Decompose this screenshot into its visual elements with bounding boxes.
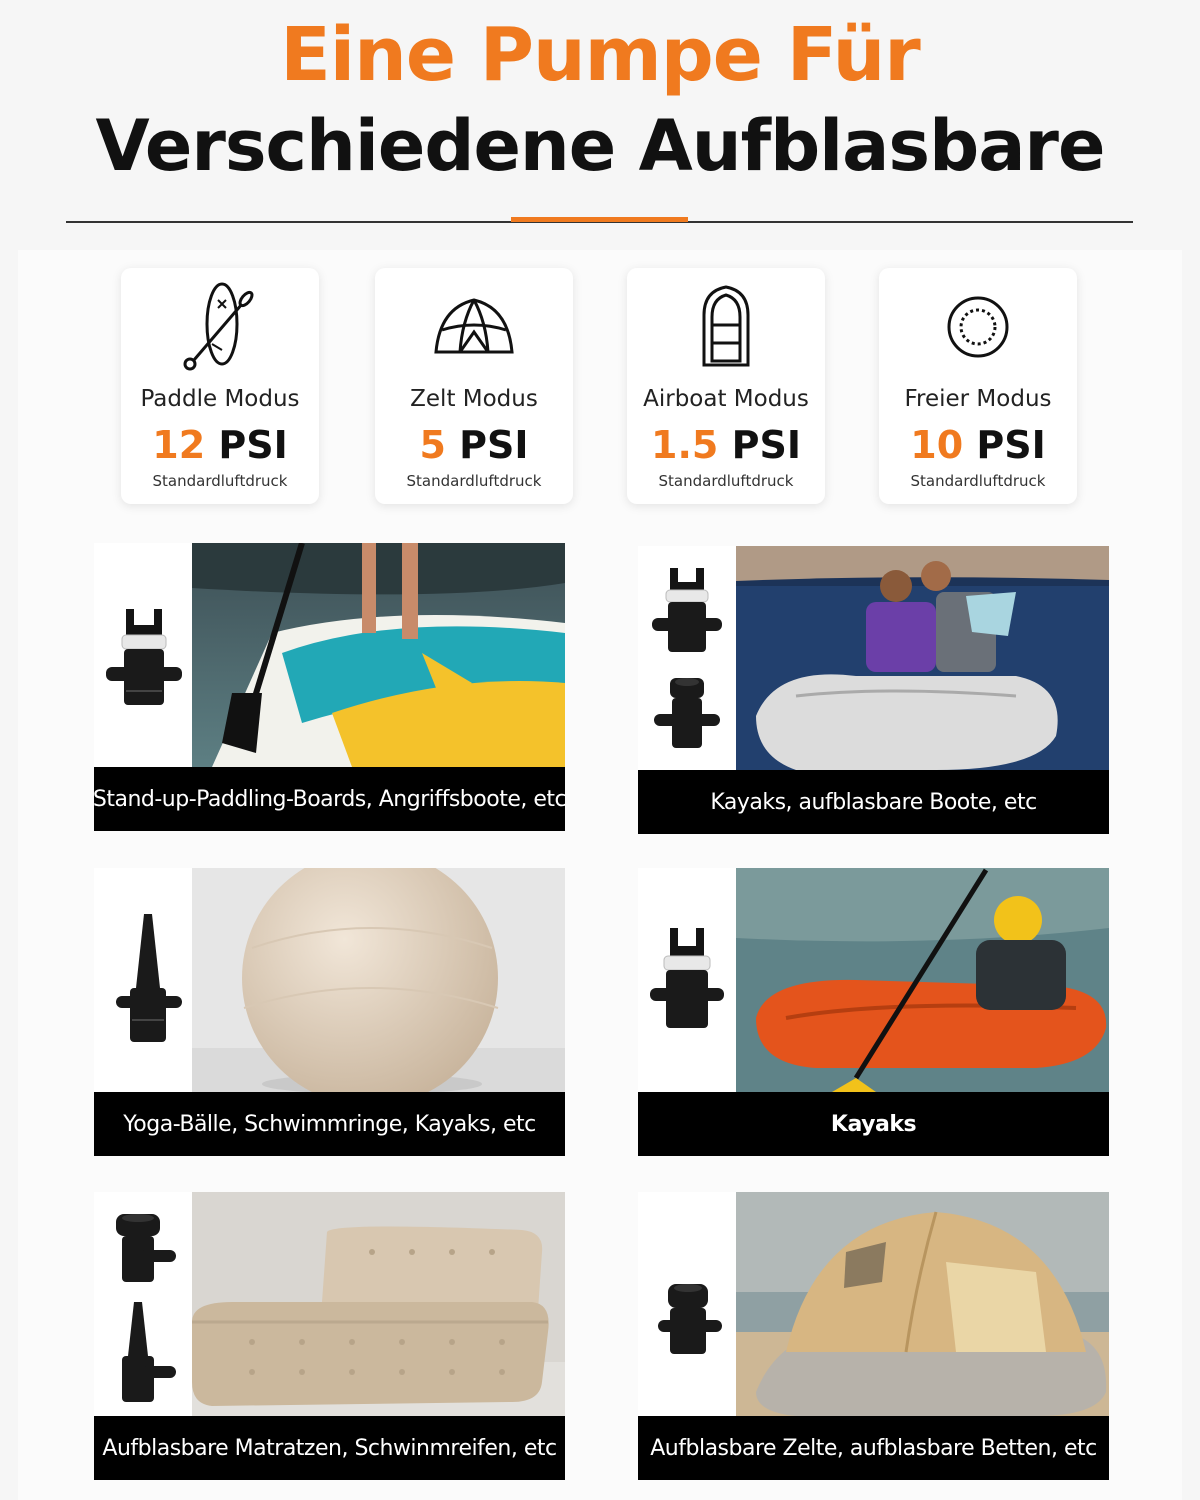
valve-nozzle-icon — [104, 605, 184, 723]
airboat-icon — [627, 282, 825, 372]
paddle-board-icon — [121, 282, 319, 372]
cone-nozzle-icon — [114, 1300, 178, 1408]
mode-subtitle: Standardluftdruck — [406, 472, 542, 490]
yoga-ball-photo — [192, 868, 565, 1092]
nozzle-panel — [638, 868, 736, 1092]
mode-psi — [121, 423, 319, 467]
mode-card-zelt — [375, 268, 573, 504]
psi-unit: PSI — [976, 423, 1046, 467]
free-mode-icon — [879, 282, 1077, 372]
use-caption: Aufblasbare Zelte, aufblasbare Betten, etc — [638, 1416, 1109, 1480]
mode-subtitle: Standardluftdruck — [658, 472, 794, 490]
boat-photo — [736, 546, 1109, 770]
use-card-kayak — [638, 868, 1109, 1156]
mattress-photo — [192, 1192, 565, 1416]
use-caption: Yoga-Bälle, Schwimmringe, Kayaks, etc — [94, 1092, 565, 1156]
mode-name: Airboat Modus — [643, 386, 809, 412]
mode-psi — [375, 423, 573, 467]
cone-nozzle-icon — [114, 912, 184, 1048]
use-caption: Aufblasbare Matratzen, Schwinmreifen, etc — [94, 1416, 565, 1480]
use-card-boats — [638, 546, 1109, 834]
mode-card-paddle — [121, 268, 319, 504]
mode-subtitle: Standardluftdruck — [152, 472, 288, 490]
nozzle-panel — [94, 543, 192, 767]
psi-unit: PSI — [731, 423, 801, 467]
mode-name: Paddle Modus — [140, 386, 300, 412]
psi-value: 5 — [419, 423, 446, 467]
sup-photo — [192, 543, 565, 767]
mode-name: Freier Modus — [904, 386, 1052, 412]
mode-psi — [627, 423, 825, 467]
title-line-1: Eine Pumpe Für — [280, 12, 920, 98]
tent-icon — [375, 282, 573, 372]
mode-card-frei — [879, 268, 1077, 504]
nozzle-panel — [94, 1192, 192, 1416]
psi-unit: PSI — [218, 423, 288, 467]
psi-value: 1.5 — [651, 423, 719, 467]
use-caption: Kayaks — [638, 1092, 1109, 1156]
divider-accent — [511, 217, 688, 222]
use-card-mattress — [94, 1192, 565, 1480]
title-line-2: Verschiedene Aufblasbare — [95, 105, 1105, 187]
psi-unit: PSI — [459, 423, 529, 467]
nozzle-panel — [638, 1192, 736, 1416]
nozzle-panel — [638, 546, 736, 770]
psi-value: 12 — [152, 423, 206, 467]
mode-card-airboat — [627, 268, 825, 504]
use-card-sup — [94, 543, 565, 831]
mode-subtitle: Standardluftdruck — [910, 472, 1046, 490]
valve-nozzle-icon — [648, 924, 726, 1040]
psi-value: 10 — [910, 423, 964, 467]
round-nozzle-icon — [652, 674, 722, 758]
kayak-photo — [736, 868, 1109, 1092]
nozzle-panel — [94, 868, 192, 1092]
tent-photo — [736, 1192, 1109, 1416]
use-card-yoga — [94, 868, 565, 1156]
use-card-tent — [638, 1192, 1109, 1480]
valve-nozzle-icon — [650, 564, 724, 664]
mode-name: Zelt Modus — [410, 386, 538, 412]
use-caption: Stand-up-Paddling-Boards, Angriffsboote, etc — [94, 767, 565, 831]
round-nozzle-icon — [656, 1280, 724, 1360]
use-caption: Kayaks, aufblasbare Boote, etc — [638, 770, 1109, 834]
round-nozzle-icon — [110, 1210, 178, 1286]
mode-psi — [879, 423, 1077, 467]
